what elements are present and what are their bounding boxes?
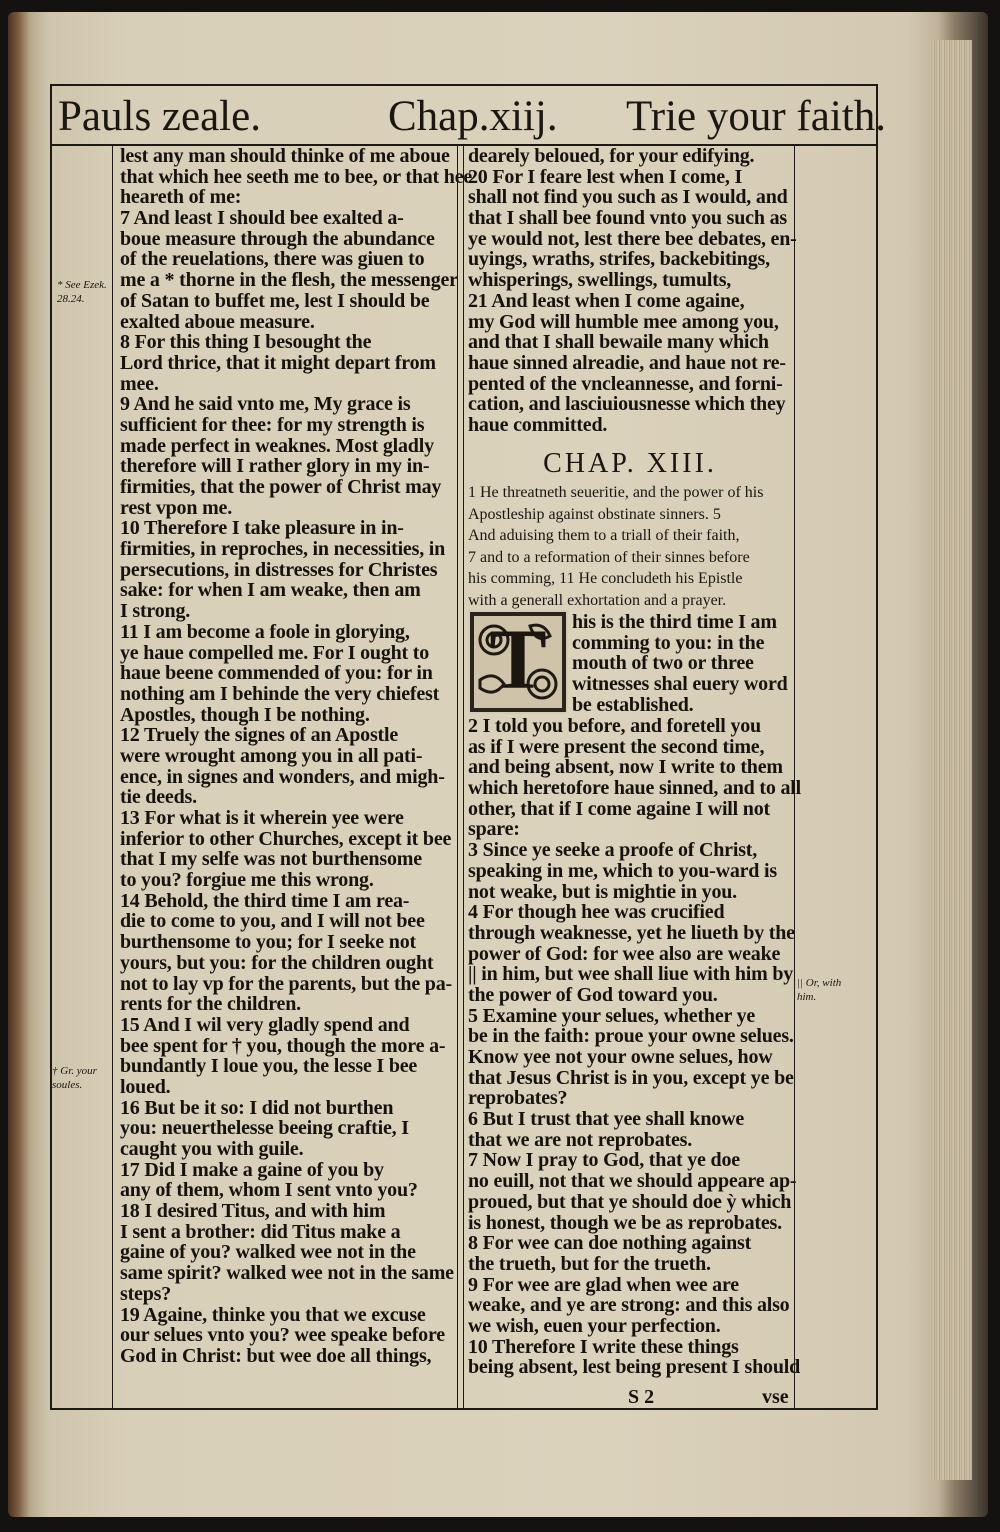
text-line: 13 For what is it wherein yee were (120, 807, 404, 829)
text-line: were wrought among you in all pati- (120, 744, 423, 767)
text-line: of Satan to buffet me, lest I should be (120, 289, 430, 312)
text-line: 18 I desired Titus, and with him (120, 1200, 386, 1223)
text-line: made perfect in weaknes. Most gladly (120, 434, 434, 457)
text-line: firmities, in reproches, in necessities, in (120, 538, 446, 561)
text-line: sake: for when I am weake, then am (120, 579, 421, 602)
text-line: ye haue compelled me. For I ought to (120, 641, 430, 664)
column-divider-rule (457, 146, 458, 1408)
dropcap-ornament (468, 610, 568, 714)
left-margin-rule (112, 146, 113, 1408)
text-line: power of God: for wee also are weake (468, 942, 781, 965)
margin-note-ezek (57, 278, 107, 306)
text-line: our selues vnto you? wee speake before (120, 1324, 445, 1347)
chapter-summary (468, 482, 793, 611)
text-line: that which hee seeth me to bee, or that hee (120, 165, 473, 188)
text-line: witnesses shal euery word (572, 673, 788, 696)
text-line: 8 For this thing I besought the (120, 331, 372, 354)
summary-line: with a generall exhortation and a prayer. (468, 591, 727, 609)
text-line: ence, in signes and wonders, and migh- (120, 765, 445, 788)
text-line: mouth of two or three (572, 652, 754, 675)
text-line: 7 And least I should bee exalted a- (120, 207, 404, 230)
text-line: || in him, but wee shall liue with him by (468, 963, 794, 986)
text-line: pented of the vncleannesse, and forni- (468, 372, 783, 395)
right-text-column-bottom (468, 715, 801, 1379)
running-head-left: Pauls zeale. (58, 93, 261, 140)
text-line: God in Christ: but wee doe all things, (120, 1344, 432, 1367)
text-line: that we are not reprobates. (468, 1128, 693, 1151)
catchword: vse (762, 1386, 789, 1408)
text-line: spare: (468, 818, 520, 841)
text-line: which heretofore haue sinned, and to all (468, 777, 801, 800)
text-line: exalted aboue measure. (120, 310, 315, 333)
left-text-column (120, 145, 473, 1367)
text-line: the power of God toward you. (468, 983, 718, 1006)
text-line: mee. (120, 372, 159, 395)
text-line: of the reuelations, there was giuen to (120, 248, 425, 271)
text-line: loued. (120, 1075, 171, 1098)
text-line: 17 Did I make a gaine of you by (120, 1158, 384, 1181)
text-line: caught you with guile. (120, 1138, 304, 1160)
text-line: to you? forgiue me this wrong. (120, 869, 374, 892)
text-line: inferior to other Churches, except it bee (120, 827, 452, 850)
text-line: the trueth, but for the trueth. (468, 1252, 711, 1275)
text-line: 4 For though hee was crucified (468, 901, 725, 924)
text-line: burthensome to you; for I seeke not (120, 931, 416, 954)
text-line: not weake, but is mightie in you. (468, 880, 737, 903)
dropcap-letter: T (489, 611, 547, 707)
text-line: we wish, euen your perfection. (468, 1314, 721, 1337)
text-line: Apostles, though I be nothing. (120, 703, 370, 726)
text-line: 10 Therefore I take pleasure in in- (120, 517, 404, 540)
text-line: boue measure through the abundance (120, 227, 435, 250)
summary-line: his comming, 11 He concludeth his Epistle (468, 570, 743, 587)
text-line: being absent, lest being present I should (468, 1356, 801, 1379)
text-line: haue beene commended of you: for in (120, 662, 433, 685)
text-line: dearely beloued, for your edifying. (468, 145, 755, 167)
text-line: die to come to you, and I will not bee (120, 910, 425, 933)
text-line: bee spent for † you, though the more a- (120, 1034, 446, 1057)
chapter-heading: CHAP. XIII. (543, 448, 717, 479)
text-line: weake, and ye are strong: and this also (468, 1294, 790, 1317)
text-line: not to lay vp for the parents, but the pa- (120, 972, 452, 995)
margin-note-orwith-line2: him. (797, 991, 817, 1003)
summary-line: 7 and to a reformation of their sinnes before (468, 548, 750, 566)
text-line: 10 Therefore I write these things (468, 1335, 739, 1358)
text-line: steps? (120, 1282, 172, 1305)
summary-line: Apostleship against obstinate sinners. 5 (468, 505, 721, 523)
text-line: 20 For I feare lest when I come, I (468, 165, 743, 188)
text-line: firmities, that the power of Christ may (120, 476, 442, 498)
right-text-column-top (468, 145, 797, 436)
text-line: persecutions, in distresses for Christes (120, 558, 438, 581)
text-line: 16 But be it so: I did not burthen (120, 1096, 394, 1119)
text-line: rents for the children. (120, 993, 301, 1016)
text-line: 2 I told you before, and foretell you (468, 715, 761, 737)
text-line: rest vpon me. (120, 496, 233, 519)
column-divider-rule-2 (463, 146, 464, 1408)
text-line: gaine of you? walked wee not in the (120, 1241, 416, 1264)
text-line: Know yee not your owne selues, how (468, 1046, 773, 1068)
text-line: shall not find you such as I would, and (468, 186, 788, 209)
text-line: bundantly I loue you, the lesse I bee (120, 1055, 418, 1078)
text-line: whisperings, swellings, tumults, (468, 269, 732, 292)
text-line: ye would not, lest there bee debates, en- (468, 227, 797, 250)
text-line: proued, but that ye should doe ỳ which (468, 1190, 792, 1213)
running-head-center: Chap.xiij. (388, 93, 558, 140)
text-line: 9 And he said vnto me, My grace is (120, 393, 411, 416)
text-line: and being absent, now I write to them (468, 756, 783, 779)
text-line: be in the faith: proue your owne selues. (468, 1025, 794, 1048)
text-line: 3 Since ye seeke a proofe of Christ, (468, 839, 758, 862)
text-line: his is the third time I am (572, 611, 777, 633)
text-line: 19 Againe, thinke you that we excuse (120, 1303, 426, 1326)
text-line: is honest, though we be as reprobates. (468, 1211, 782, 1234)
text-line: Lord thrice, that it might depart from (120, 351, 436, 374)
summary-line: 1 He threatneth seueritie, and the power of his (468, 484, 764, 501)
text-line: uyings, wraths, strifes, backebitings, (468, 248, 770, 271)
text-line: tie deeds. (120, 786, 197, 809)
text-line: reprobates? (468, 1087, 568, 1110)
text-line: 11 I am become a foole in glorying, (120, 620, 410, 643)
text-line: 5 Examine your selues, whether ye (468, 1004, 756, 1027)
text-line: that I shall bee found vnto you such as (468, 207, 787, 230)
margin-note-orwith-line1: || Or, with (797, 977, 842, 989)
text-line: 9 For wee are glad when wee are (468, 1273, 739, 1296)
text-line: no euill, not that we should appeare ap- (468, 1170, 797, 1193)
margin-note-ezek-line2: 28.24. (57, 293, 85, 305)
text-line: I strong. (120, 600, 191, 623)
text-line: that Jesus Christ is in you, except ye be (468, 1066, 794, 1089)
text-line: heareth of me: (120, 186, 242, 209)
text-line: cation, and lasciuiousnesse which they (468, 393, 786, 416)
margin-note-souls-line2: soules. (52, 1079, 83, 1091)
margin-note-souls (52, 1064, 97, 1092)
text-line: 7 Now I pray to God, that ye doe (468, 1149, 740, 1172)
text-line: haue committed. (468, 413, 608, 436)
text-line: my God will humble mee among you, (468, 310, 779, 333)
text-line: nothing am I behinde the very chiefest (120, 682, 440, 705)
text-line: sufficient for thee: for my strength is (120, 413, 425, 436)
text-line: 15 And I wil very gladly spend and (120, 1013, 410, 1036)
margin-note-souls-line1: † Gr. your (52, 1065, 97, 1077)
text-line: speaking in me, which to you-ward is (468, 859, 777, 882)
text-line: yours, but you: for the children ought (120, 951, 434, 974)
text-line: you: neuerthelesse beeing craftie, I (120, 1117, 409, 1140)
text-line: comming to you: in the (572, 631, 765, 654)
text-line: 21 And least when I come againe, (468, 289, 745, 312)
text-line: other, that if I come againe I will not (468, 797, 770, 820)
text-line: 8 For wee can doe nothing against (468, 1232, 752, 1255)
signature-mark: S 2 (628, 1386, 655, 1408)
text-line: 14 Behold, the third time I am rea- (120, 889, 410, 912)
text-line: and that I shall bewaile many which (468, 331, 769, 354)
margin-note-orwith (797, 976, 841, 1004)
dropcap-adjacent-lines (572, 612, 792, 715)
summary-line: And aduising them to a triall of their faith, (468, 527, 740, 544)
text-line: same spirit? walked wee not in the same (120, 1262, 454, 1285)
text-line: haue sinned alreadie, and haue not re- (468, 351, 786, 374)
text-line: 12 Truely the signes of an Apostle (120, 724, 399, 747)
text-line: be established. (572, 693, 694, 716)
text-line: me a * thorne in the flesh, the messenger (120, 269, 458, 292)
running-head-right: Trie your faith. (626, 93, 886, 140)
text-line: I sent a brother: did Titus make a (120, 1220, 401, 1243)
text-line: 6 But I trust that yee shall knowe (468, 1108, 744, 1131)
text-line: that I my selfe was not burthensome (120, 848, 422, 871)
margin-note-ezek-line1: * See Ezek. (57, 279, 107, 291)
text-line: lest any man should thinke of me aboue (120, 145, 450, 167)
text-line: any of them, whom I sent vnto you? (120, 1179, 418, 1202)
dropcap-ornament-svg (468, 610, 568, 714)
text-line: as if I were present the second time, (468, 735, 765, 758)
text-line: therefore will I rather glory in my in- (120, 455, 430, 478)
text-line: through weaknesse, yet he liueth by the (468, 921, 795, 944)
